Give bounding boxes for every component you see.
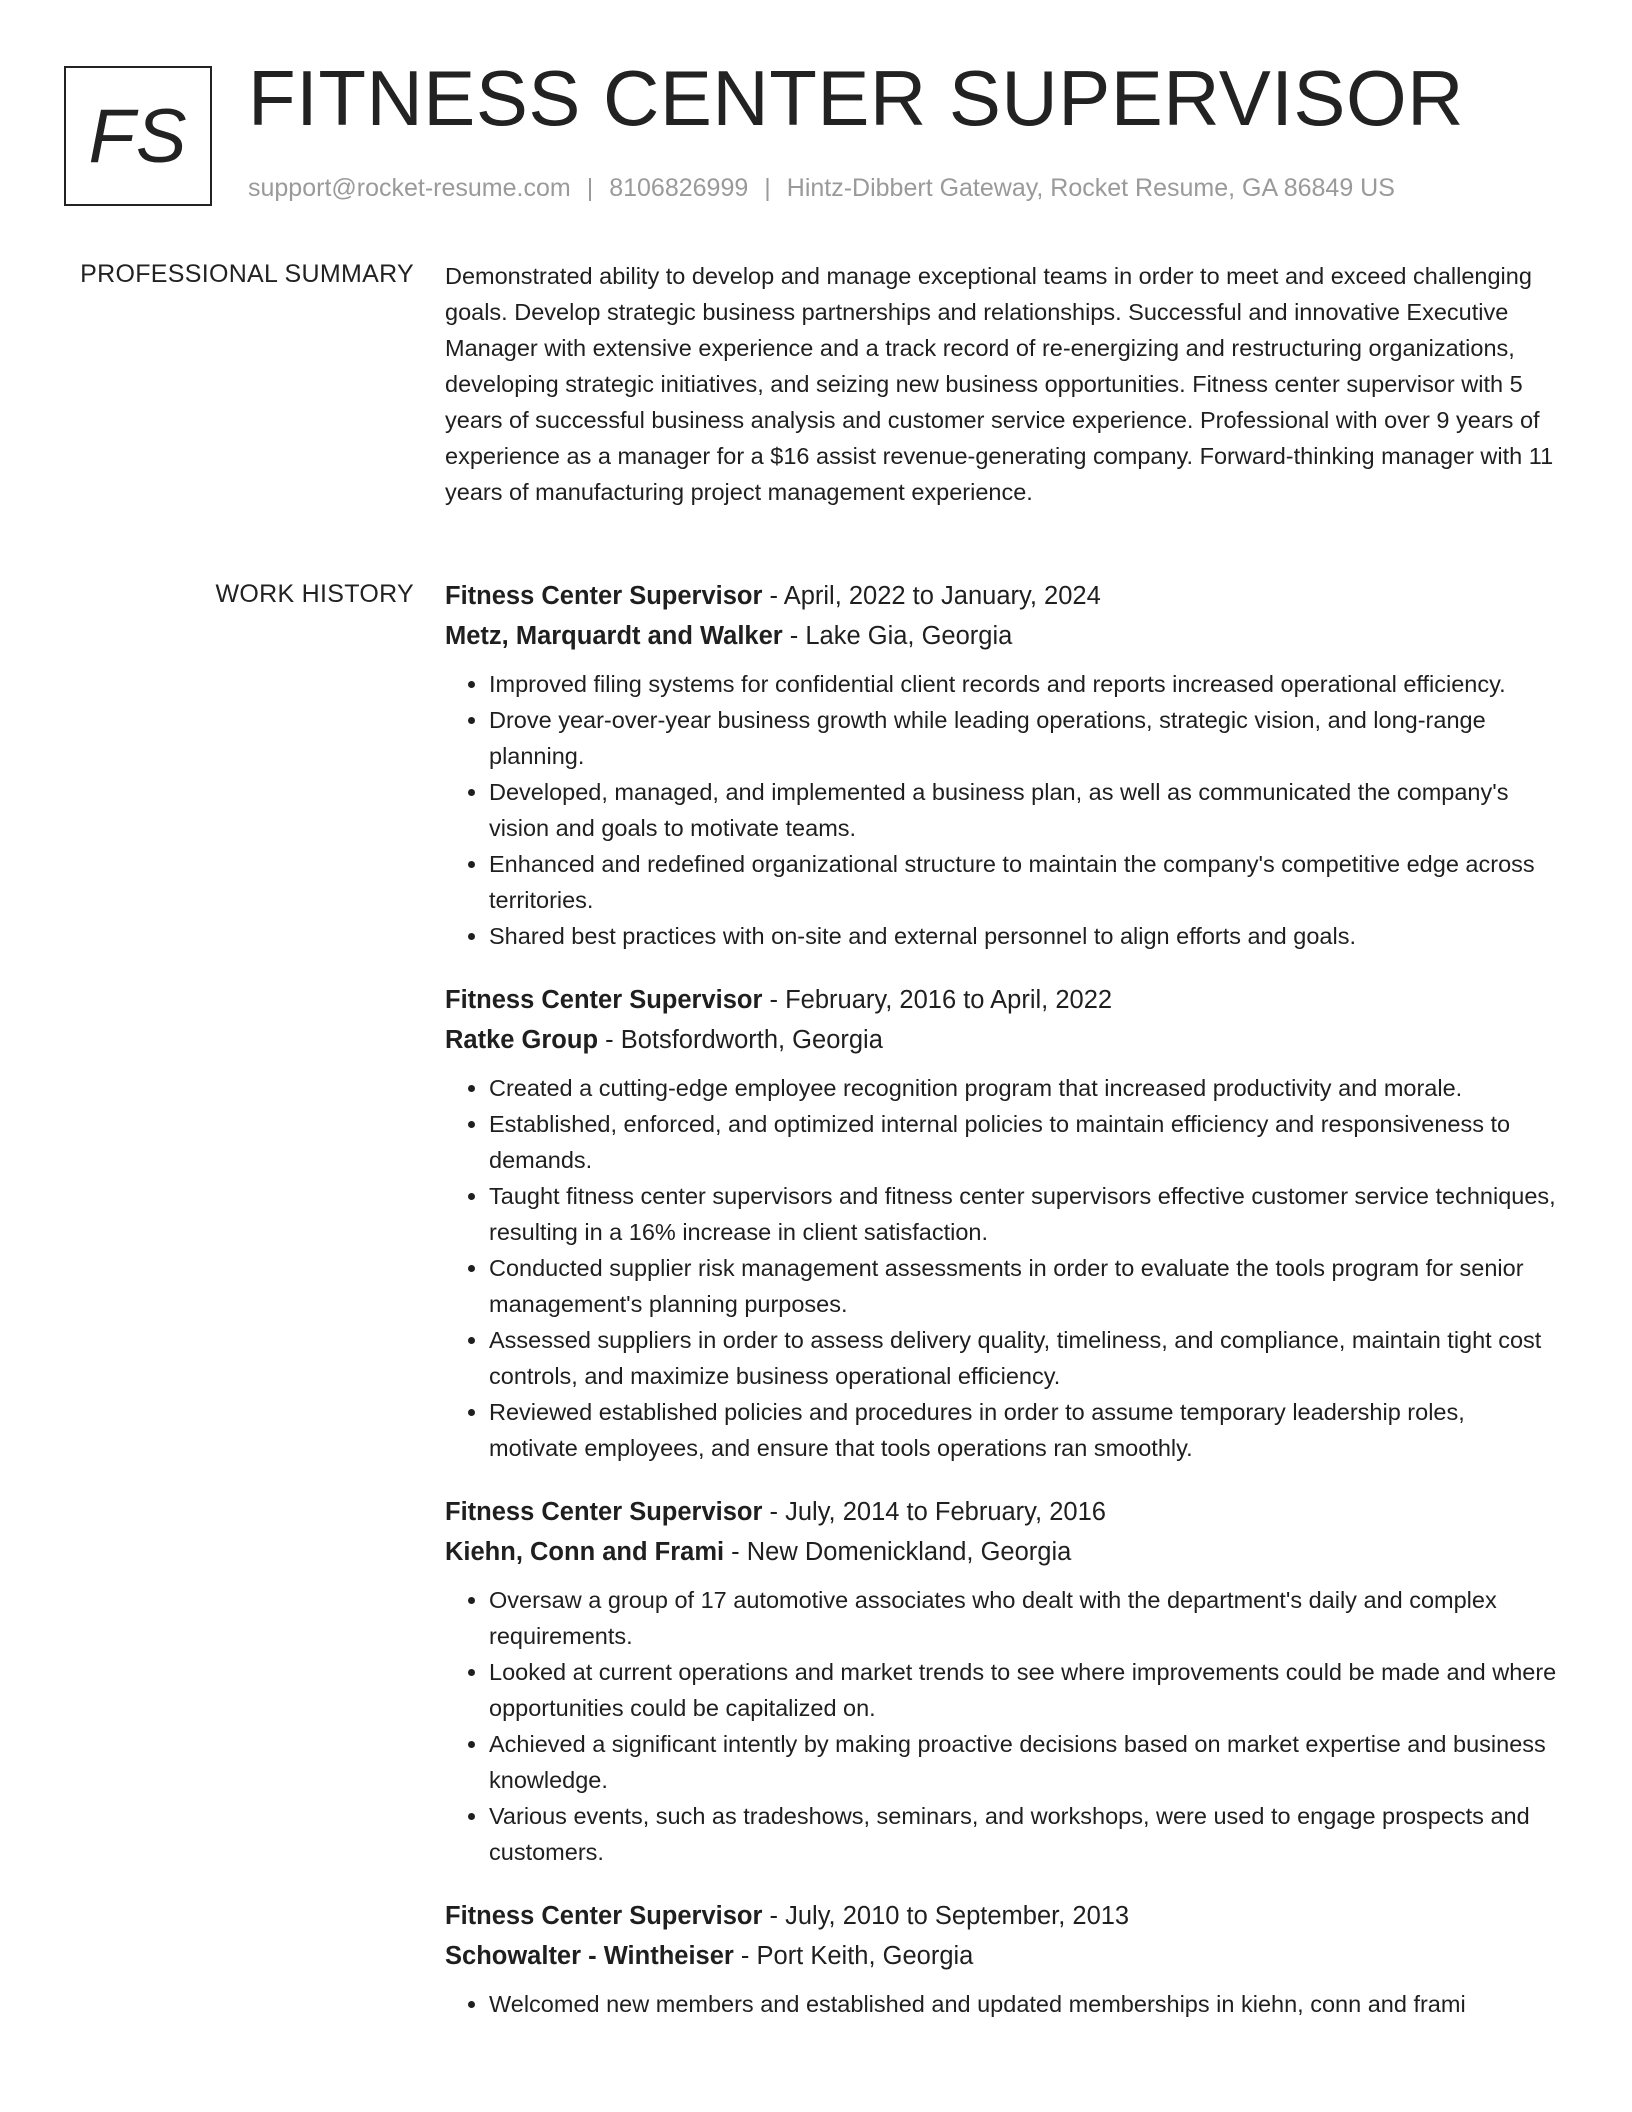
job-location: - Lake Gia, Georgia — [782, 622, 1013, 650]
job-bullet: • Achieved a significant intently by making proactive decisions based on market expertise and business knowledge. — [489, 1726, 1560, 1798]
job-company-line — [445, 1020, 1560, 1060]
job-bullet: • Developed, managed, and implemented a business plan, as well as communicated the company's vision and goals to motivate teams. — [489, 774, 1560, 846]
job-bullet: • Taught fitness center supervisors and fitness center supervisors effective customer service techniques, resulting in a 16% increase in client satisfaction. — [489, 1178, 1560, 1250]
contact-address: Hintz-Dibbert Gateway, Rocket Resume, GA 86849 US — [786, 174, 1395, 202]
job-bullet: • Various events, such as tradeshows, seminars, and workshops, were used to engage prospects and customers. — [489, 1798, 1560, 1870]
job-bullet: • Looked at current operations and market trends to see where improvements could be made and where opportunities could be capitalized on. — [489, 1654, 1560, 1726]
work-history-body — [445, 576, 1560, 2048]
job-bullet: • Drove year-over-year business growth while leading operations, strategic vision, and long-range planning. — [489, 702, 1560, 774]
contact-separator: | — [764, 174, 771, 202]
job-title-line — [445, 980, 1560, 1020]
page-title: FITNESS CENTER SUPERVISOR — [248, 54, 1464, 142]
job-bullet-list — [445, 1582, 1560, 1870]
summary-text: Demonstrated ability to develop and manage exceptional teams in order to meet and exceed challenging goals. Develop strategic business partnerships and relationships. Successful and innovative Executive Manager with extensive experience and a track record of re-energizing and restructuring organizations, developing strategic initiatives, and seizing new business opportunities. Fitness center supervisor with 5 years of successful business analysis and customer service experience. Professional with over 9 years of experience as a manager for a $16 assist revenue-generating company. Forward-thinking manager with 11 years of manufacturing project management experience. — [445, 263, 1554, 505]
job-bullet: • Established, enforced, and optimized internal policies to maintain efficiency and responsiveness to demands. — [489, 1106, 1560, 1178]
job-dates: - July, 2010 to September, 2013 — [762, 1902, 1130, 1930]
job-company-line — [445, 1532, 1560, 1572]
job-location: - Botsfordworth, Georgia — [598, 1026, 883, 1054]
job-bullet: • Welcomed new members and established and updated memberships in kiehn, conn and frami — [489, 1986, 1560, 2022]
job-title: Fitness Center Supervisor — [445, 986, 763, 1014]
contact-line — [248, 174, 1395, 203]
job-bullet: • Conducted supplier risk management assessments in order to evaluate the tools program for senior management's planning purposes. — [489, 1250, 1560, 1322]
job-bullet: • Created a cutting-edge employee recognition program that increased productivity and morale. — [489, 1070, 1560, 1106]
job-dates: - February, 2016 to April, 2022 — [762, 986, 1113, 1014]
job-dates: - July, 2014 to February, 2016 — [762, 1498, 1106, 1526]
job-entry — [445, 576, 1560, 954]
job-company-line — [445, 1936, 1560, 1976]
job-bullet: • Shared best practices with on-site and external personnel to align efforts and goals. — [489, 918, 1560, 954]
summary-heading: PROFESSIONAL SUMMARY — [80, 260, 414, 288]
job-company: Kiehn, Conn and Frami — [445, 1538, 725, 1566]
job-bullet-list — [445, 666, 1560, 954]
job-company: Ratke Group — [445, 1026, 599, 1054]
contact-email: support@rocket-resume.com — [248, 174, 571, 202]
job-title-line — [445, 576, 1560, 616]
summary-body — [445, 258, 1560, 510]
job-company: Metz, Marquardt and Walker — [445, 622, 783, 650]
job-bullet: • Oversaw a group of 17 automotive associates who dealt with the department's daily and complex requirements. — [489, 1582, 1560, 1654]
work-history-heading: WORK HISTORY — [215, 580, 414, 608]
job-bullet-list — [445, 1070, 1560, 1466]
job-bullet: • Assessed suppliers in order to assess delivery quality, timeliness, and compliance, maintain tight cost controls, and maximize business operational efficiency. — [489, 1322, 1560, 1394]
job-entry — [445, 1896, 1560, 2022]
job-entry — [445, 1492, 1560, 1870]
job-bullet-list — [445, 1986, 1560, 2022]
job-company: Schowalter - Wintheiser — [445, 1942, 734, 1970]
job-title: Fitness Center Supervisor — [445, 1902, 763, 1930]
contact-separator: | — [586, 174, 594, 202]
job-dates: - April, 2022 to January, 2024 — [762, 582, 1101, 610]
job-title-line — [445, 1896, 1560, 1936]
job-entry — [445, 980, 1560, 1466]
job-location: - Port Keith, Georgia — [733, 1942, 974, 1970]
job-title-line — [445, 1492, 1560, 1532]
contact-phone: 8106826999 — [609, 174, 749, 202]
monogram-logo: FS — [64, 66, 212, 206]
job-bullet: • Reviewed established policies and procedures in order to assume temporary leadership roles, motivate employees, and ensure that tools operations ran smoothly. — [489, 1394, 1560, 1466]
job-title: Fitness Center Supervisor — [445, 582, 763, 610]
job-bullet: • Improved filing systems for confidential client records and reports increased operational efficiency. — [489, 666, 1560, 702]
job-bullet: • Enhanced and redefined organizational structure to maintain the company's competitive edge across territories. — [489, 846, 1560, 918]
job-company-line — [445, 616, 1560, 656]
job-title: Fitness Center Supervisor — [445, 1498, 763, 1526]
job-location: - New Domenickland, Georgia — [724, 1538, 1072, 1566]
